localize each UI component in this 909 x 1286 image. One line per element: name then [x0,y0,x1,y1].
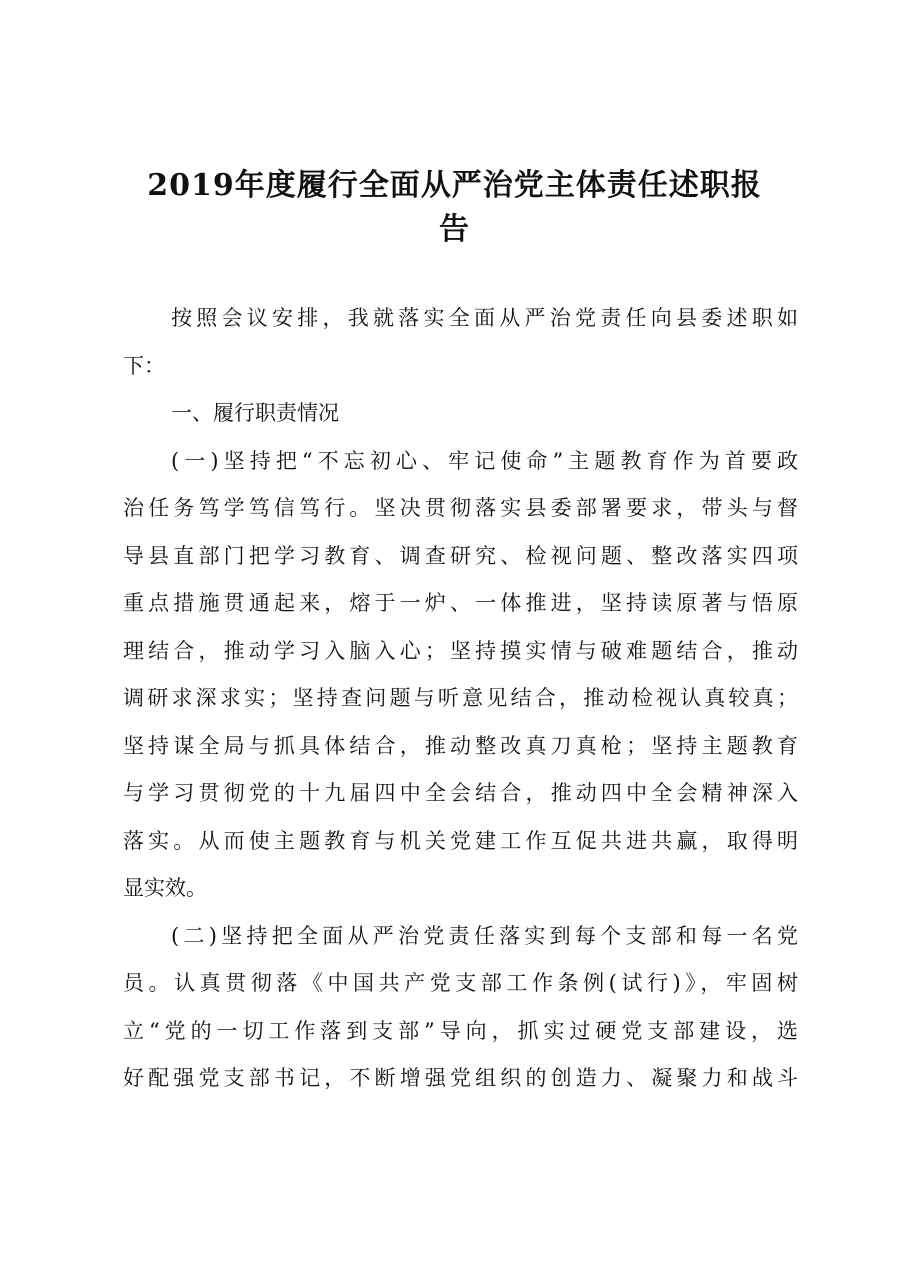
body-line: 治任务笃学笃信笃行。坚决贯彻落实县委部署要求，带头与督 [123,496,798,520]
body-line: 与学习贯彻党的十九届四中全会结合，推动四中全会精神深入 [123,781,798,805]
body-line: 落实。从而使主题教育与机关党建工作互促共进共赢，取得明 [123,828,798,853]
body-line: 理结合，推动学习入脑入心；坚持摸实情与破难题结合，推动 [123,638,798,663]
body-line: 一、履行职责情况 [171,401,339,425]
document-body [123,295,798,1103]
title-line-1: 2019年度履行全面从严治党主体责任述职报 [147,168,762,203]
body-line: 坚持谋全局与抓具体结合，推动整改真刀真枪；坚持主题教育 [123,733,798,758]
body-line: 下： [123,353,165,378]
body-line: 显实效。 [123,876,207,900]
document-title [120,164,789,252]
body-line: 重点措施贯通起来，熔于一炉、一体推进，坚持读原著与悟原 [123,591,798,615]
body-line: (二)坚持把全面从严治党责任落实到每个支部和每一名党 [171,923,798,948]
body-line: 立“党的一切工作落到支部”导向，抓实过硬党支部建设，选 [123,1018,798,1043]
body-line: 按照会议安排，我就落实全面从严治党责任向县委述职如 [171,306,798,330]
body-line: (一)坚持把“不忘初心、牢记使命”主题教育作为首要政 [171,448,798,473]
title-line-2: 告 [439,212,470,247]
body-line: 导县直部门把学习教育、调查研究、检视问题、整改落实四项 [123,543,798,568]
body-line: 员。认真贯彻落《中国共产党支部工作条例(试行)》，牢固树 [123,971,798,995]
body-line: 调研求深求实；坚持查问题与听意见结合，推动检视认真较真； [123,686,798,710]
body-line: 好配强党支部书记，不断增强党组织的创造力、凝聚力和战斗 [123,1066,798,1090]
